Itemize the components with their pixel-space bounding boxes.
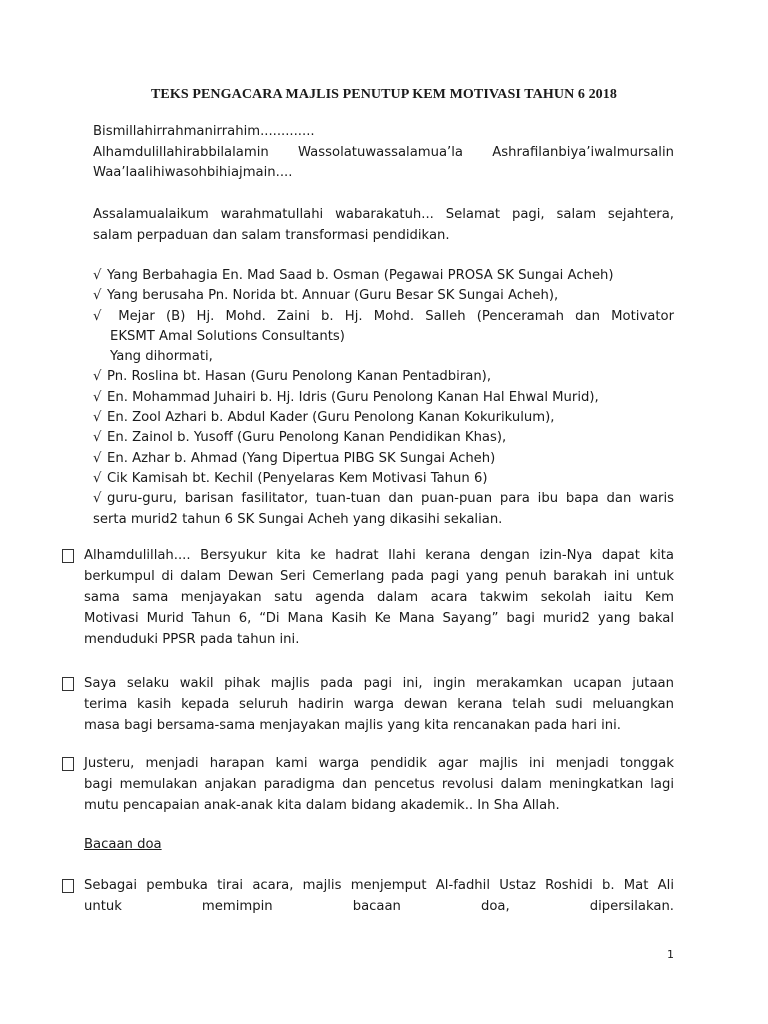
opening-line: Waa’laalihiwasohbihiajmain.... <box>93 165 293 180</box>
paragraph-line: Saya selaku wakil pihak majlis pada pagi ini, ingin merakamkan ucapan jutaan <box>84 676 674 691</box>
check-icon: √ <box>93 389 102 405</box>
reference-item: √ Pn. Roslina bt. Hasan (Guru Penolong Kanan Pentadbiran), <box>93 367 674 387</box>
check-icon: √ <box>93 288 102 304</box>
opening-block <box>93 122 674 184</box>
paragraph-line: terima kasih kepada seluruh hadirin warga dewan kerana telah sudi meluangkan <box>84 697 674 712</box>
greeting-line: Assalamualaikum warahmatullahi wabarakatuh... Selamat pagi, salam sejahtera, <box>93 207 674 222</box>
check-icon: √ <box>93 369 102 385</box>
paragraph-line: untuk memimpin bacaan doa, dipersilakan. <box>84 899 674 914</box>
reference-item: √ En. Zainol b. Yusoff (Guru Penolong Kanan Pendidikan Khas), <box>93 428 674 448</box>
document-title: TEKS PENGACARA MAJLIS PENUTUP KEM MOTIVASI TAHUN 6 2018 <box>150 87 617 102</box>
check-icon: √ <box>93 268 102 283</box>
reference-subheading: Yang dihormati, <box>110 349 213 365</box>
reference-list <box>93 266 674 530</box>
reference-item: √ En. Zool Azhari b. Abdul Kader (Guru Penolong Kanan Kokurikulum), <box>93 408 674 428</box>
paragraph-line: menduduki PPSR pada tahun ini. <box>84 632 300 647</box>
check-icon: √ <box>93 491 102 507</box>
reference-item: √ En. Mohammad Juhairi b. Hj. Idris (Guru Penolong Kanan Hal Ehwal Murid), <box>93 388 674 408</box>
bullet-box-icon <box>62 757 74 771</box>
check-icon: √ <box>93 450 102 466</box>
reference-item: √ En. Azhar b. Ahmad (Yang Dipertua PIBG SK Sungai Acheh) <box>93 449 674 469</box>
paragraph <box>84 753 674 816</box>
check-icon: √ <box>93 470 102 486</box>
bullet-box-icon <box>62 677 74 691</box>
paragraph-line: Motivasi Murid Tahun 6, “Di Mana Kasih Ke Mana Sayang” bagi murid2 yang bakal <box>84 611 674 626</box>
paragraph <box>84 545 674 650</box>
reference-item: √ Yang Berbahagia En. Mad Saad b. Osman (Pegawai PROSA SK Sungai Acheh) <box>93 266 674 286</box>
paragraph <box>84 875 674 917</box>
reference-item-continuation: serta murid2 tahun 6 SK Sungai Acheh yang dikasihi sekalian. <box>93 511 503 527</box>
reference-item: √ Cik Kamisah bt. Kechil (Penyelaras Kem Motivasi Tahun 6) <box>93 469 674 489</box>
reference-item: √ Mejar (B) Hj. Mohd. Zaini b. Hj. Mohd. Salleh (Penceramah dan Motivator <box>93 307 674 327</box>
paragraph-line: berkumpul di dalam Dewan Seri Cemerlang pada pagi yang penuh barakah ini untuk <box>84 569 674 584</box>
paragraph-line: mutu pencapaian anak-anak kita dalam bidang akademik.. In Sha Allah. <box>84 798 560 813</box>
paragraph-line: masa bagi bersama-sama menjayakan majlis yang kita rencanakan pada hari ini. <box>84 718 621 733</box>
paragraph-line: Sebagai pembuka tirai acara, majlis menjemput Al-fadhil Ustaz Roshidi b. Mat Ali <box>84 878 674 893</box>
reference-item-continuation: EKSMT Amal Solutions Consultants) <box>110 328 345 344</box>
paragraph-line: Alhamdulillah.... Bersyukur kita ke hadrat Ilahi kerana dengan izin-Nya dapat kita <box>84 548 674 563</box>
check-icon: √ <box>93 410 102 426</box>
greeting-line: salam perpaduan dan salam transformasi pendidikan. <box>93 227 450 243</box>
greeting-block <box>93 205 674 246</box>
section-heading: Bacaan doa <box>84 837 162 852</box>
opening-line: Alhamdulillahirabbilalamin Wassolatuwassalamua’la Ashrafilanbiya’iwalmursalin <box>93 144 674 160</box>
paragraph-line: Justeru, menjadi harapan kami warga pendidik agar majlis ini menjadi tonggak <box>84 756 674 771</box>
check-icon: √ <box>93 430 102 446</box>
bullet-box-icon <box>62 879 74 893</box>
reference-item: √ Yang berusaha Pn. Norida bt. Annuar (Guru Besar SK Sungai Acheh), <box>93 286 674 306</box>
page-number: 1 <box>667 948 674 961</box>
reference-item: √ guru-guru, barisan fasilitator, tuan-tuan dan puan-puan para ibu bapa dan waris <box>93 489 674 509</box>
check-icon: √ <box>93 308 102 324</box>
paragraph-line: sama sama menjayakan satu agenda dalam acara takwim sekolah iaitu Kem <box>84 590 674 605</box>
paragraph <box>84 673 674 736</box>
bullet-box-icon <box>62 549 74 563</box>
opening-line: Bismillahirrahmanirrahim............. <box>93 124 315 139</box>
paragraph-line: bagi memulakan anjakan paradigma dan pencetus revolusi dalam meningkatkan lagi <box>84 777 674 792</box>
